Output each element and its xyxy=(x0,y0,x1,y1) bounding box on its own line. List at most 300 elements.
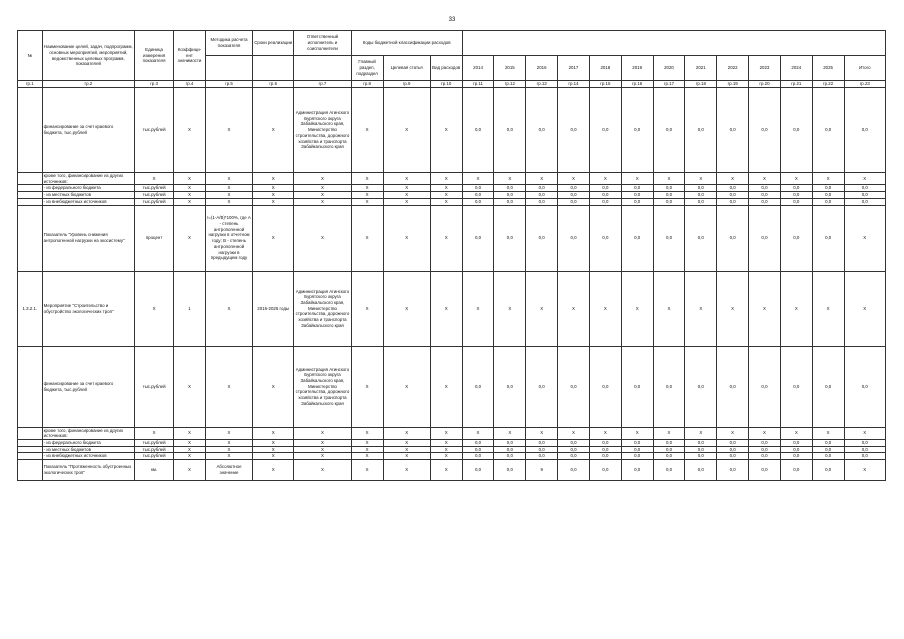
row-main-section: Х xyxy=(351,460,383,481)
header-year: 2021 xyxy=(685,56,717,81)
row-year-value: 0,0 xyxy=(749,460,781,481)
row-year-value: Х xyxy=(749,173,781,185)
column-number: гр.22 xyxy=(812,81,844,88)
row-total: 0,0 xyxy=(844,192,885,199)
row-main-section: Х xyxy=(351,446,383,453)
row-year-value: 0,0 xyxy=(812,446,844,453)
row-responsible: Х xyxy=(294,205,352,271)
row-target-item: Х xyxy=(383,460,430,481)
row-total: 0,0 xyxy=(844,88,885,173)
row-year-value: 0,0 xyxy=(526,88,558,173)
row-unit: тыс.рублей xyxy=(135,192,174,199)
row-method: Х xyxy=(205,346,252,427)
header-year: 2025 xyxy=(812,56,844,81)
row-year-value: 0,0 xyxy=(589,192,621,199)
row-terms: Х xyxy=(253,205,294,271)
row-coef: Х xyxy=(174,427,206,439)
table-row xyxy=(18,440,886,447)
row-main-section: Х xyxy=(351,185,383,192)
header-no: № xyxy=(18,31,43,81)
row-target-item: Х xyxy=(383,205,430,271)
row-year-value: 0,0 xyxy=(621,192,653,199)
row-unit: Х xyxy=(135,173,174,185)
column-number: гр.16 xyxy=(621,81,653,88)
row-total: 0,0 xyxy=(844,453,885,460)
row-year-value: 0,0 xyxy=(653,440,685,447)
row-year-value: 0,0 xyxy=(812,192,844,199)
row-year-value: 0,0 xyxy=(685,440,717,447)
table-row xyxy=(18,271,886,346)
row-main-section: Х xyxy=(351,453,383,460)
row-year-value: 0,0 xyxy=(717,88,749,173)
row-year-value: 0,0 xyxy=(621,205,653,271)
row-method: Х xyxy=(205,198,252,205)
table-row xyxy=(18,453,886,460)
row-unit: процент xyxy=(135,205,174,271)
column-number: гр.7 xyxy=(294,81,352,88)
row-year-value: Х xyxy=(526,427,558,439)
column-numbers-row xyxy=(18,81,886,88)
row-target-item: Х xyxy=(383,427,430,439)
row-year-value: 0,0 xyxy=(589,185,621,192)
row-year-value: 0,0 xyxy=(526,446,558,453)
row-year-value: 0,0 xyxy=(526,453,558,460)
table-row xyxy=(18,198,886,205)
column-number: гр.15 xyxy=(589,81,621,88)
header-year: 2017 xyxy=(558,56,590,81)
row-terms: Х xyxy=(253,185,294,192)
header-method-blank xyxy=(205,56,252,81)
row-responsible: Х xyxy=(294,440,352,447)
header-year: 2018 xyxy=(589,56,621,81)
row-year-value: 0,0 xyxy=(494,88,526,173)
row-terms: Х xyxy=(253,460,294,481)
header-target-item: Целевая статья xyxy=(383,56,430,81)
row-method: Х xyxy=(205,185,252,192)
row-responsible: Х xyxy=(294,453,352,460)
row-year-value: 0,0 xyxy=(685,453,717,460)
row-total: 0,0 xyxy=(844,198,885,205)
column-number: гр.20 xyxy=(749,81,781,88)
row-year-value: Х xyxy=(685,271,717,346)
row-responsible: Х xyxy=(294,198,352,205)
row-coef: Х xyxy=(174,460,206,481)
row-year-value: 0,0 xyxy=(685,88,717,173)
row-year-value: 0,0 xyxy=(749,88,781,173)
row-total: 0,0 xyxy=(844,440,885,447)
table-row xyxy=(18,205,886,271)
row-responsible: Х xyxy=(294,460,352,481)
program-table xyxy=(17,30,886,481)
row-coef: Х xyxy=(174,440,206,447)
row-number xyxy=(18,198,43,205)
row-year-value: 0,0 xyxy=(812,185,844,192)
row-year-value: 0,0 xyxy=(780,198,812,205)
row-year-value: Х xyxy=(717,271,749,346)
row-year-value: 0,0 xyxy=(589,446,621,453)
row-name: кроме того, финансирование из других источников: xyxy=(42,173,134,185)
row-responsible: Х xyxy=(294,446,352,453)
row-total: Х xyxy=(844,173,885,185)
row-year-value: 0,0 xyxy=(812,440,844,447)
row-year-value: 0,0 xyxy=(558,205,590,271)
row-terms: Х xyxy=(253,192,294,199)
row-main-section: Х xyxy=(351,427,383,439)
row-target-item: Х xyxy=(383,192,430,199)
header-main-section: Главный раздел, подраздел xyxy=(351,56,383,81)
row-year-value: 0,0 xyxy=(621,346,653,427)
row-coef: Х xyxy=(174,192,206,199)
row-target-item: Х xyxy=(383,453,430,460)
row-responsible: Х xyxy=(294,192,352,199)
row-exp-type: Х xyxy=(430,192,462,199)
row-terms: Х xyxy=(253,453,294,460)
row-year-value: 0,0 xyxy=(462,198,494,205)
table-row xyxy=(18,460,886,481)
row-year-value: Х xyxy=(589,271,621,346)
row-year-value: 0,0 xyxy=(685,198,717,205)
header-responsible: Ответственный исполнитель и соисполнители xyxy=(294,31,352,56)
row-number xyxy=(18,427,43,439)
row-exp-type: Х xyxy=(430,198,462,205)
row-year-value: Х xyxy=(653,271,685,346)
row-coef: Х xyxy=(174,446,206,453)
row-year-value: 0,0 xyxy=(558,453,590,460)
row-year-value: 0,0 xyxy=(589,205,621,271)
table-row xyxy=(18,192,886,199)
row-coef: Х xyxy=(174,88,206,173)
row-year-value: 0,0 xyxy=(462,440,494,447)
row-exp-type: Х xyxy=(430,446,462,453)
row-year-value: 0,0 xyxy=(717,460,749,481)
row-target-item: Х xyxy=(383,88,430,173)
row-year-value: 0,0 xyxy=(685,446,717,453)
row-target-item: Х xyxy=(383,173,430,185)
row-total: Х xyxy=(844,205,885,271)
row-year-value: Х xyxy=(558,173,590,185)
row-year-value: 0,0 xyxy=(462,185,494,192)
column-number: гр.2 xyxy=(42,81,134,88)
row-total: Х xyxy=(844,271,885,346)
row-year-value: 0,0 xyxy=(749,446,781,453)
column-number: гр.9 xyxy=(383,81,430,88)
row-year-value: 0,0 xyxy=(717,205,749,271)
row-target-item: Х xyxy=(383,440,430,447)
row-year-value: Х xyxy=(462,427,494,439)
row-total: 0,0 xyxy=(844,446,885,453)
column-number: гр.1 xyxy=(18,81,43,88)
row-year-value: 0,0 xyxy=(780,192,812,199)
row-year-value: 0,0 xyxy=(717,346,749,427)
row-year-value: 0,0 xyxy=(589,198,621,205)
row-year-value: 0,0 xyxy=(717,453,749,460)
row-total: 0,0 xyxy=(844,346,885,427)
row-year-value: 0,0 xyxy=(812,198,844,205)
row-method: Х xyxy=(205,453,252,460)
row-year-value: 0,0 xyxy=(780,446,812,453)
table-row xyxy=(18,346,886,427)
row-year-value: 0,0 xyxy=(653,460,685,481)
row-year-value: 0,0 xyxy=(526,346,558,427)
row-year-value: Х xyxy=(589,173,621,185)
row-year-value: 0,0 xyxy=(526,440,558,447)
row-total: Х xyxy=(844,460,885,481)
row-target-item: Х xyxy=(383,446,430,453)
row-year-value: 0,0 xyxy=(621,460,653,481)
row-coef: Х xyxy=(174,453,206,460)
row-year-value: 0,0 xyxy=(780,88,812,173)
row-number xyxy=(18,185,43,192)
row-year-value: 0,0 xyxy=(494,205,526,271)
row-year-value: 0,0 xyxy=(749,198,781,205)
row-year-value: Х xyxy=(749,427,781,439)
row-year-value: 0,0 xyxy=(462,88,494,173)
row-year-value: 0,0 xyxy=(558,185,590,192)
row-year-value: 0,0 xyxy=(494,440,526,447)
row-year-value: 0,0 xyxy=(780,185,812,192)
row-unit: км. xyxy=(135,460,174,481)
row-year-value: 0,0 xyxy=(780,346,812,427)
header-unit: Единица измерения показателя xyxy=(135,31,174,81)
row-name: финансирование за счет краевого бюджета, тыс.рублей xyxy=(42,346,134,427)
header-name: Наименование целей, задач, подпрограмм, основных мероприятий, мероприятий, ведомственных целевых программ, показателей xyxy=(42,31,134,81)
row-number xyxy=(18,346,43,427)
row-year-value: 0,0 xyxy=(653,185,685,192)
row-year-value: 0,0 xyxy=(494,460,526,481)
row-exp-type: Х xyxy=(430,346,462,427)
row-main-section: Х xyxy=(351,205,383,271)
row-year-value: 0,0 xyxy=(494,346,526,427)
row-year-value: Х xyxy=(621,271,653,346)
row-year-value: 0,0 xyxy=(494,192,526,199)
header-year: 2020 xyxy=(653,56,685,81)
row-main-section: Х xyxy=(351,198,383,205)
row-year-value: 0,0 xyxy=(526,205,558,271)
row-year-value: Х xyxy=(558,271,590,346)
row-coef: Х xyxy=(174,173,206,185)
header-exp-type: Вид расходов xyxy=(430,56,462,81)
row-year-value: 0,0 xyxy=(812,88,844,173)
column-number: гр.19 xyxy=(717,81,749,88)
row-terms: Х xyxy=(253,198,294,205)
row-method: I=(1-A/B)*100%, где А - степень антропогенной нагрузки в отчетном году; В - степень антропогенной нагрузки в предыдущем году xyxy=(205,205,252,271)
row-target-item: Х xyxy=(383,346,430,427)
row-year-value: Х xyxy=(494,271,526,346)
row-year-value: 0,0 xyxy=(462,346,494,427)
row-unit: тыс.рублей xyxy=(135,446,174,453)
row-year-value: 0,0 xyxy=(589,88,621,173)
row-total: Х xyxy=(844,427,885,439)
row-year-value: 0,0 xyxy=(653,192,685,199)
row-year-value: Х xyxy=(494,427,526,439)
column-number: гр.18 xyxy=(685,81,717,88)
row-year-value: Х xyxy=(780,427,812,439)
row-name: - из внебюджетных источников xyxy=(42,453,134,460)
row-year-value: 0,0 xyxy=(653,198,685,205)
row-name: Показатель "Уровень снижения антропогенной нагрузки на экосистему" xyxy=(42,205,134,271)
row-terms: Х xyxy=(253,427,294,439)
row-year-value: 0,0 xyxy=(685,185,717,192)
column-number: гр.14 xyxy=(558,81,590,88)
row-responsible: Х xyxy=(294,427,352,439)
row-terms: 2016-2025 годы xyxy=(253,271,294,346)
row-year-value: 0,0 xyxy=(494,453,526,460)
column-number: гр.6 xyxy=(253,81,294,88)
row-exp-type: Х xyxy=(430,427,462,439)
row-coef: Х xyxy=(174,198,206,205)
row-year-value: Х xyxy=(558,427,590,439)
table-row xyxy=(18,446,886,453)
row-year-value: 0,0 xyxy=(621,198,653,205)
row-year-value: 0,0 xyxy=(653,346,685,427)
row-year-value: Х xyxy=(526,271,558,346)
row-year-value: Х xyxy=(653,427,685,439)
row-year-value: 0,0 xyxy=(717,440,749,447)
row-number xyxy=(18,173,43,185)
header-year: 2024 xyxy=(780,56,812,81)
row-responsible: Х xyxy=(294,173,352,185)
header-year: 2014 xyxy=(462,56,494,81)
row-terms: Х xyxy=(253,88,294,173)
header-terms-blank xyxy=(253,56,294,81)
row-number xyxy=(18,453,43,460)
header-terms: Сроки реализации xyxy=(253,31,294,56)
row-name: кроме того, финансирование из других источников: xyxy=(42,427,134,439)
row-year-value: 0,0 xyxy=(749,205,781,271)
row-year-value: Х xyxy=(685,173,717,185)
row-responsible: Х xyxy=(294,185,352,192)
row-main-section: Х xyxy=(351,173,383,185)
row-main-section: Х xyxy=(351,440,383,447)
row-unit: тыс.рублей xyxy=(135,453,174,460)
row-year-value: 0,0 xyxy=(494,185,526,192)
column-number: гр.23 xyxy=(844,81,885,88)
row-year-value: 0,0 xyxy=(717,198,749,205)
row-year-value: 0,0 xyxy=(685,192,717,199)
row-terms: Х xyxy=(253,346,294,427)
row-year-value: 0,0 xyxy=(685,346,717,427)
row-year-value: 0,0 xyxy=(653,205,685,271)
row-year-value: 0,0 xyxy=(462,446,494,453)
row-year-value: Х xyxy=(589,427,621,439)
row-method: Абсолютное значение xyxy=(205,460,252,481)
row-year-value: 0,0 xyxy=(589,440,621,447)
row-year-value: 0,0 xyxy=(558,346,590,427)
row-total: 0,0 xyxy=(844,185,885,192)
header-year: 2019 xyxy=(621,56,653,81)
column-number: гр.12 xyxy=(494,81,526,88)
row-exp-type: Х xyxy=(430,440,462,447)
row-year-value: 0,0 xyxy=(812,453,844,460)
row-coef: Х xyxy=(174,185,206,192)
row-year-value: 0,0 xyxy=(621,88,653,173)
row-exp-type: Х xyxy=(430,271,462,346)
row-year-value: 0,0 xyxy=(462,453,494,460)
row-year-value: 0,0 xyxy=(621,446,653,453)
row-year-value: 0,0 xyxy=(589,460,621,481)
row-year-value: Х xyxy=(717,427,749,439)
row-year-value: 0,0 xyxy=(558,446,590,453)
header-row-1 xyxy=(18,31,886,56)
row-coef: 1 xyxy=(174,271,206,346)
row-year-value: 0,0 xyxy=(749,346,781,427)
row-responsible: Администрация Агинского Бурятского округа Забайкальского края, Министерство строительства, дорожного хозяйства и транспорта Забайкальского края xyxy=(294,346,352,427)
header-method: Методика расчета показателя xyxy=(205,31,252,56)
row-number xyxy=(18,192,43,199)
row-year-value: 0,0 xyxy=(621,185,653,192)
row-number xyxy=(18,446,43,453)
row-responsible: Администрация Агинского Бурятского округа Забайкальского края, Министерство строительства, дорожного хозяйства и транспорта Забайкальского края xyxy=(294,88,352,173)
row-year-value: Х xyxy=(780,271,812,346)
header-coef: Коэффици-ент значимости xyxy=(174,31,206,81)
row-name: - из внебюджетных источников xyxy=(42,198,134,205)
row-method: Х xyxy=(205,427,252,439)
row-year-value: 0,0 xyxy=(717,446,749,453)
row-main-section: Х xyxy=(351,88,383,173)
row-exp-type: Х xyxy=(430,453,462,460)
row-year-value: 0,0 xyxy=(462,192,494,199)
row-year-value: 0,0 xyxy=(462,205,494,271)
row-method: Х xyxy=(205,88,252,173)
row-name: Показатель "Протяженность обустроенных экологических троп" xyxy=(42,460,134,481)
row-main-section: Х xyxy=(351,346,383,427)
row-number xyxy=(18,205,43,271)
row-unit: Х xyxy=(135,427,174,439)
row-year-value: 0,0 xyxy=(749,192,781,199)
row-year-value: 0,0 xyxy=(780,440,812,447)
row-year-value: 0,0 xyxy=(717,192,749,199)
row-year-value: 0,0 xyxy=(526,192,558,199)
row-name: Мероприятие "Строительство и обустройство экологических троп" xyxy=(42,271,134,346)
column-number: гр.3 xyxy=(135,81,174,88)
column-number: гр.11 xyxy=(462,81,494,88)
table-row xyxy=(18,427,886,439)
row-year-value: 0,0 xyxy=(780,453,812,460)
row-year-value: Х xyxy=(462,271,494,346)
row-method: Х xyxy=(205,173,252,185)
row-year-value: 0,0 xyxy=(780,460,812,481)
row-target-item: Х xyxy=(383,271,430,346)
row-year-value: 0,0 xyxy=(558,460,590,481)
row-exp-type: Х xyxy=(430,460,462,481)
row-year-value: Х xyxy=(462,173,494,185)
row-year-value: 0,0 xyxy=(749,453,781,460)
row-target-item: Х xyxy=(383,185,430,192)
row-target-item: Х xyxy=(383,198,430,205)
row-year-value: 0,0 xyxy=(812,346,844,427)
row-year-value: 0,0 xyxy=(653,446,685,453)
header-budget-codes: Коды бюджетной классификации расходов xyxy=(351,31,462,56)
row-number: 1.3.2.1. xyxy=(18,271,43,346)
row-name: - из местных бюджетов xyxy=(42,446,134,453)
row-year-value: Х xyxy=(749,271,781,346)
row-unit: тыс.рублей xyxy=(135,440,174,447)
row-exp-type: Х xyxy=(430,173,462,185)
row-year-value: 0,0 xyxy=(526,185,558,192)
header-year: 2023 xyxy=(749,56,781,81)
column-number: гр.5 xyxy=(205,81,252,88)
row-year-value: Х xyxy=(653,173,685,185)
header-total: Итого xyxy=(844,56,885,81)
row-number xyxy=(18,88,43,173)
row-year-value: 0,0 xyxy=(558,440,590,447)
row-year-value: Х xyxy=(812,427,844,439)
row-exp-type: Х xyxy=(430,185,462,192)
row-terms: Х xyxy=(253,440,294,447)
row-name: финансирование за счет краевого бюджета, тыс.рублей xyxy=(42,88,134,173)
row-year-value: 0,0 xyxy=(526,198,558,205)
row-year-value: 0,0 xyxy=(685,205,717,271)
